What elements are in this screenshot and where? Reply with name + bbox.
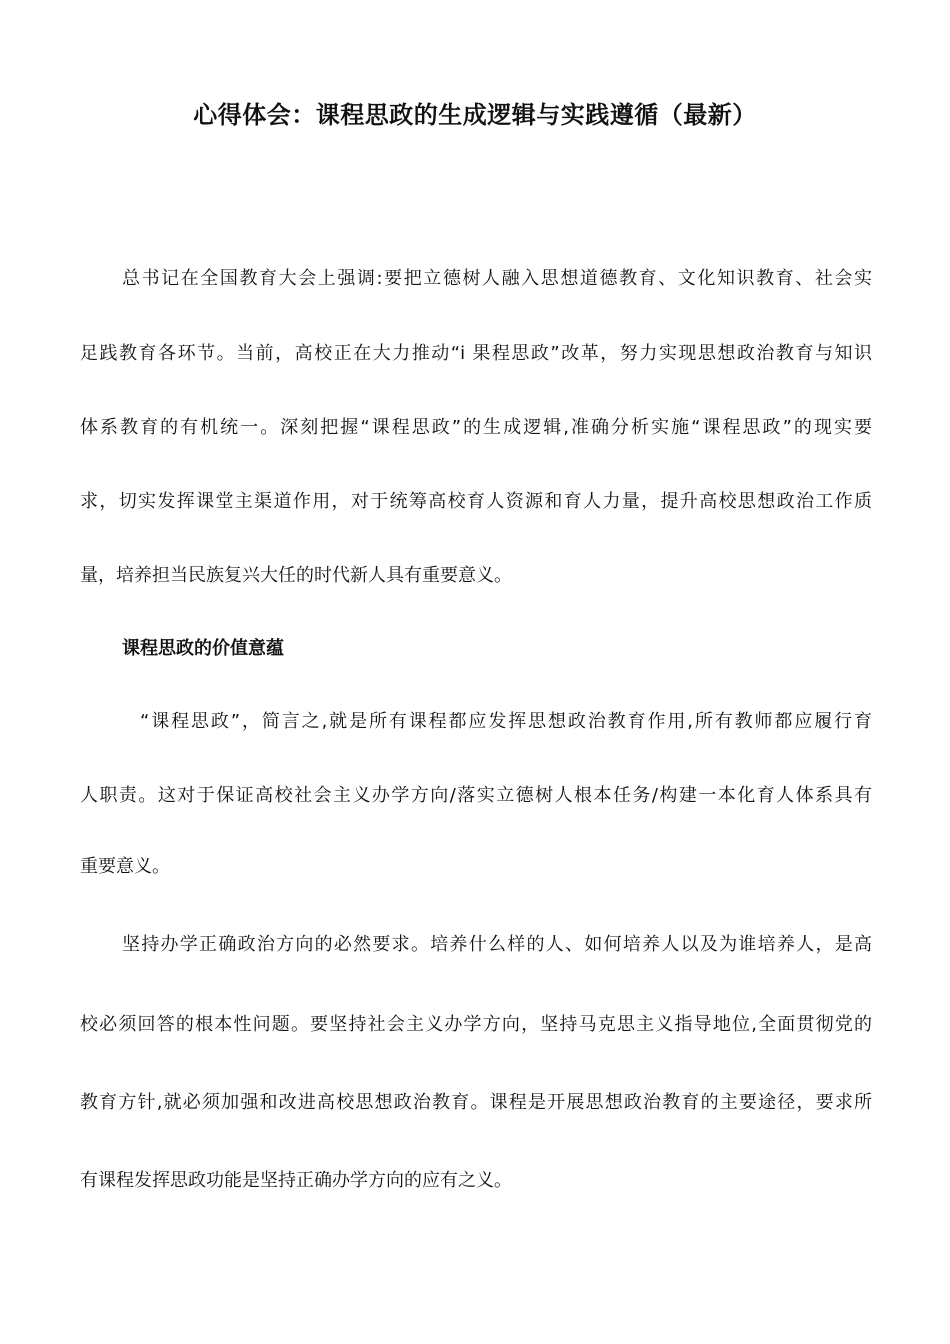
paragraph-line: 量，培养担当民族复兴大任的时代新人具有重要意义。 bbox=[80, 565, 512, 586]
section-heading: 课程思政的价值意蕴 bbox=[122, 638, 284, 659]
paragraph-line: 求，切实发挥课堂主渠道作用，对于统筹高校育人资源和育人力量，提升高校思想政治工作质 bbox=[80, 491, 872, 512]
paragraph-line: “课程思政”，简言之,就是所有课程都应发挥思想政治教育作用,所有教师都应履行育 bbox=[140, 711, 872, 732]
paragraph-line: 校必须回答的根本性问题。要坚持社会主义办学方向，坚持马克思主义指导地位,全面贯彻党的 bbox=[80, 1014, 872, 1035]
paragraph-line: 重要意义。 bbox=[80, 856, 170, 877]
paragraph-line: 人职责。这对于保证高校社会主义办学方向/落实立德树人根本任务/构建一本化育人体系具有 bbox=[80, 785, 872, 806]
paragraph-line: 坚持办学正确政治方向的必然要求。培养什么样的人、如何培养人以及为谁培养人，是高 bbox=[122, 934, 872, 955]
paragraph-line: 足践教育各环节。当前，高校正在大力推动“i 果程思政”改革，努力实现思想政治教育与知识 bbox=[80, 343, 872, 364]
paragraph-line: 总书记在全国教育大会上强调:要把立德树人融入思想道德教育、文化知识教育、社会实 bbox=[122, 268, 872, 289]
paragraph-line: 有课程发挥思政功能是坚持正确办学方向的应有之义。 bbox=[80, 1170, 512, 1191]
paragraph-line: 教育方针,就必须加强和改进高校思想政治教育。课程是开展思想政治教育的主要途径，要求所 bbox=[80, 1092, 872, 1113]
paragraph-line: 体系教育的有机统一。深刻把握“课程思政”的生成逻辑,准确分析实施“课程思政”的现实要 bbox=[80, 417, 872, 438]
document-title: 心得体会：课程思政的生成逻辑与实践遵循（最新） bbox=[193, 101, 757, 129]
